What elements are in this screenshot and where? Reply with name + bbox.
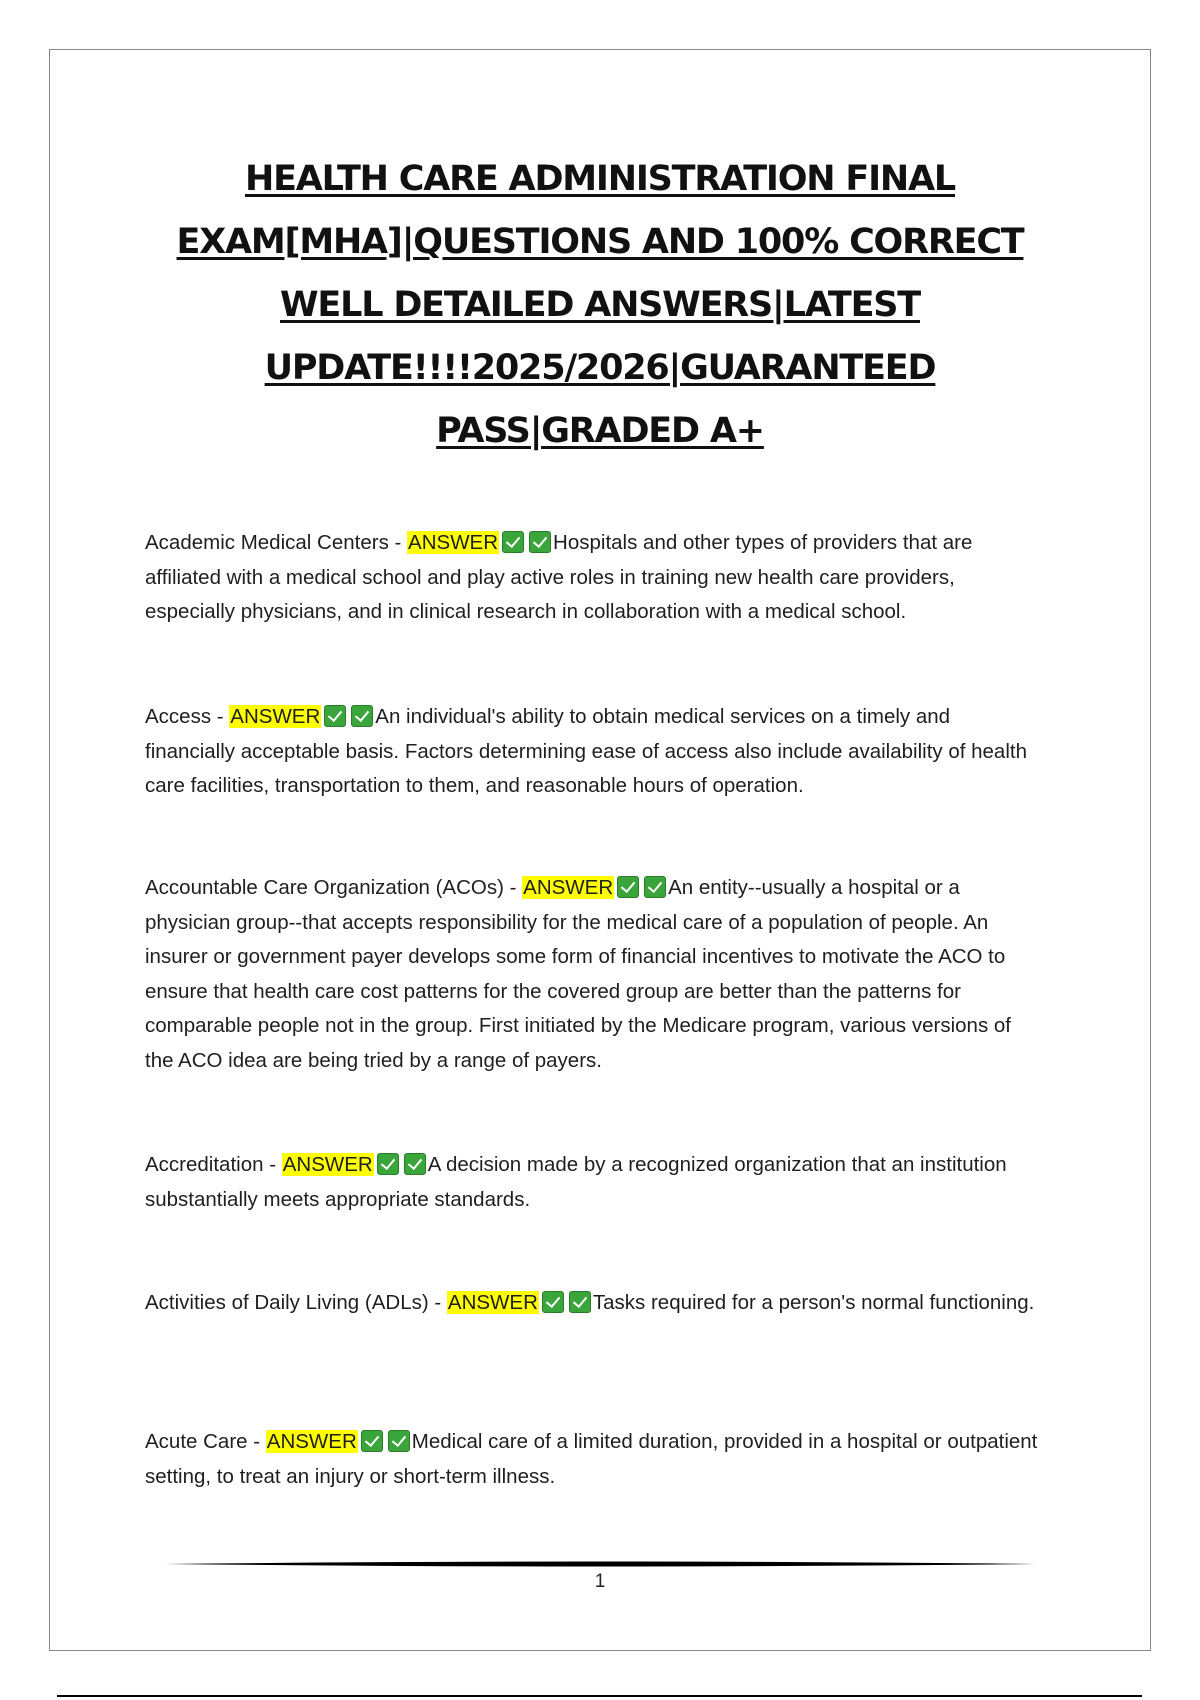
check-mark-icon (351, 705, 373, 727)
check-mark-icon (361, 1430, 383, 1452)
check-mark-icon (388, 1430, 410, 1452)
answer-label: ANSWER (447, 1291, 538, 1314)
answer-label: ANSWER (230, 705, 321, 728)
check-mark-icon (617, 876, 639, 898)
entry-definition: Tasks required for a person's normal functioning. (592, 1291, 1035, 1314)
check-mark-icon (404, 1153, 426, 1175)
check-mark-icon (324, 705, 346, 727)
glossary-entry (145, 1425, 1045, 1494)
next-page-edge (57, 1695, 1142, 1697)
entry-term: Access (145, 705, 212, 728)
answer-label: ANSWER (523, 876, 614, 899)
entry-definition: Hospitals and other types of providers that are affiliated with a medical school and play active roles in training new health care providers, especially physicians, and in clinical research in collaboration with a medical school. (145, 531, 973, 623)
glossary-entry (145, 871, 1045, 1078)
entry-definition: Medical care of a limited duration, provided in a hospital or outpatient setting, to treat an injury or short-term illness. (145, 1430, 1038, 1488)
glossary-entry (145, 1148, 1045, 1217)
glossary-entry (145, 526, 1045, 630)
entry-definition: An individual's ability to obtain medical services on a timely and financially acceptable basis. Factors determining ease of access also include availability of health care facilities, transportation to them, and reasonable hours of operation. (145, 705, 1027, 797)
term-separator: - (388, 531, 408, 554)
check-mark-icon (502, 531, 524, 553)
answer-label: ANSWER (408, 531, 499, 554)
glossary-entry (145, 1286, 1045, 1321)
term-separator: - (263, 1153, 282, 1176)
entry-definition: A decision made by a recognized organization that an institution substantially meets appropriate standards. (145, 1153, 1007, 1211)
term-separator: - (428, 1291, 447, 1314)
entry-definition: An entity--usually a hospital or a physician group--that accepts responsibility for the medical care of a population of people. An insurer or government payer develops some form of financial incentives to motivate the ACO to ensure that health care cost patterns for the covered group are better than the patterns for comparable people not in the group. First initiated by the Medicare program, various versions of the ACO idea are being tried by a range of payers. (145, 876, 1012, 1072)
glossary-entry (145, 700, 1045, 804)
answer-label: ANSWER (266, 1430, 357, 1453)
term-separator: - (247, 1430, 266, 1453)
entry-term: Academic Medical Centers (145, 531, 389, 554)
check-mark-icon (377, 1153, 399, 1175)
check-mark-icon (644, 876, 666, 898)
page-number: 1 (594, 1571, 606, 1592)
entry-term: Accreditation (145, 1153, 264, 1176)
entry-term: Accountable Care Organization (ACOs) (145, 876, 504, 899)
document-title: HEALTH CARE ADMINISTRATION FINAL EXAM[MHA]|QUESTIONS AND 100% CORRECT WELL DETAILED ANSWERS|LATEST UPDATE!!!!2025/2026|GUARANTEED PASS|GRADED A+ (176, 159, 1024, 451)
check-mark-icon (569, 1291, 591, 1313)
check-mark-icon (529, 531, 551, 553)
entry-term: Acute Care (145, 1430, 248, 1453)
term-separator: - (211, 705, 230, 728)
entry-term: Activities of Daily Living (ADLs) (145, 1291, 429, 1314)
answer-label: ANSWER (282, 1153, 373, 1176)
footer-divider (165, 1560, 1035, 1568)
term-separator: - (503, 876, 523, 899)
check-mark-icon (542, 1291, 564, 1313)
